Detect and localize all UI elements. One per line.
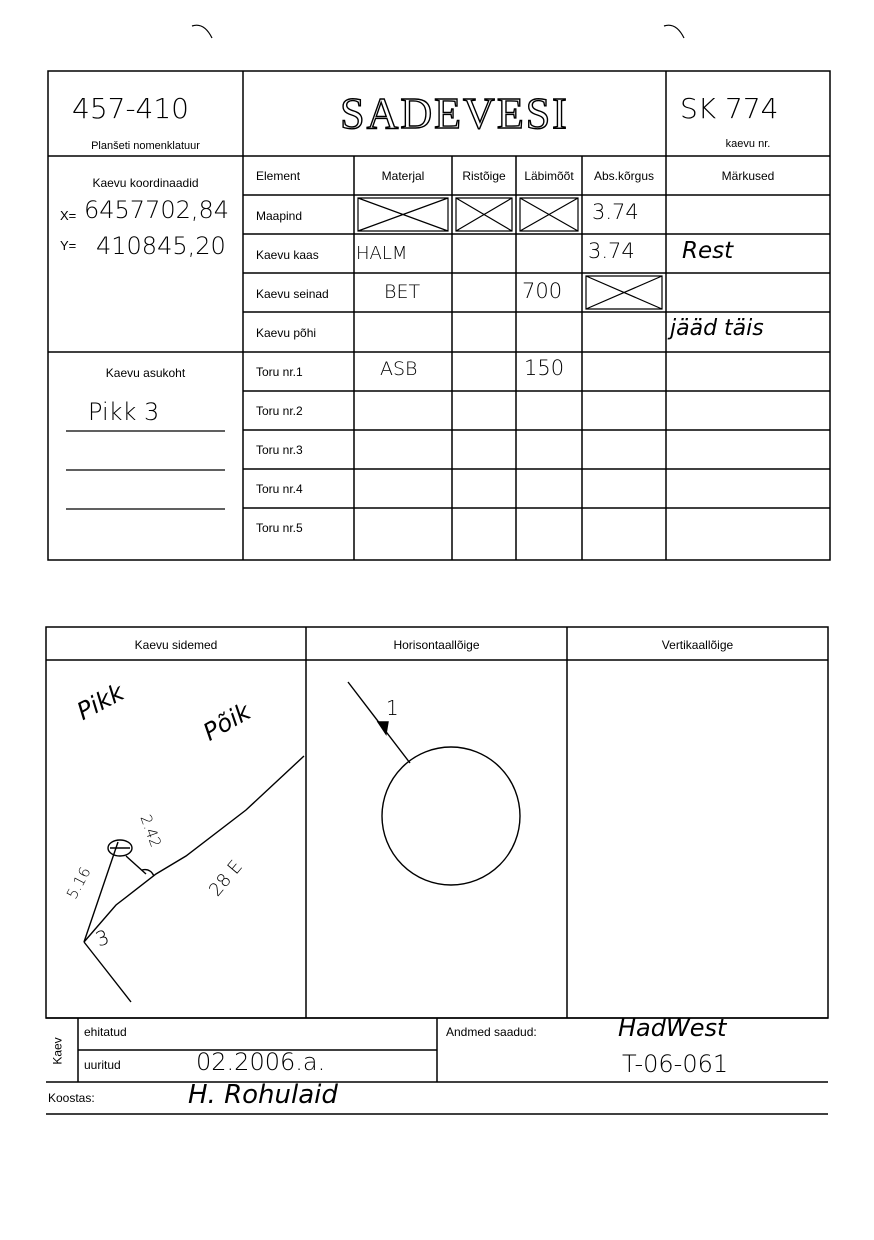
row-element-3: Kaevu seinad (256, 287, 329, 301)
connections-title: Kaevu sidemed (134, 638, 218, 652)
map-sheet-value: 457-410 (72, 92, 189, 125)
col-notes: Märkused (721, 169, 775, 183)
x-prefix: X= (60, 208, 77, 223)
col-abs-height: Abs.kõrgus (593, 169, 655, 183)
y-prefix: Y= (60, 238, 77, 253)
data-by-label: Andmed saadud: (446, 1025, 537, 1039)
row-element-1: Maapind (256, 209, 303, 223)
horizontal-pipe-no: 1 (386, 696, 399, 720)
sketch-label-516: 5.16 (62, 864, 95, 902)
author-label: Koostas: (48, 1091, 95, 1105)
cell-notes-kaas: Rest (682, 238, 734, 264)
location-label: Kaevu asukoht (105, 366, 186, 380)
cell-material-kaas: HALM (356, 243, 408, 264)
col-element: Element (256, 169, 301, 183)
well-no-label: kaevu nr. (725, 138, 771, 150)
page-title: SADEVESI (340, 89, 569, 138)
sketch-label-pikk: Pikk (72, 678, 129, 726)
cell-abs-maapind: 3.74 (592, 200, 639, 224)
location-value: Pikk 3 (88, 398, 160, 426)
cell-diameter-seinad: 700 (522, 279, 563, 303)
coords-label: Kaevu koordinaadid (92, 176, 199, 190)
y-value: 410845,20 (96, 232, 226, 260)
col-diameter: Läbimõõt (524, 169, 574, 183)
cell-material-toru1: ASB (380, 358, 418, 380)
row-element-7: Toru nr.3 (256, 443, 303, 457)
row-element-8: Toru nr.4 (256, 482, 303, 496)
sketch-label-pok: Põik (198, 697, 256, 747)
well-no-value: SK 774 (680, 92, 779, 125)
data-code: T-06-061 (622, 1050, 729, 1078)
surveyed-label: uuritud (84, 1058, 121, 1072)
sketch-label-28e: 28 E (205, 856, 247, 901)
cell-diameter-toru1: 150 (524, 356, 565, 380)
cell-abs-kaas: 3.74 (588, 239, 635, 263)
col-material: Materjal (381, 169, 425, 183)
row-element-9: Toru nr.5 (256, 521, 303, 535)
data-by-value: HadWest (618, 1014, 727, 1042)
horizontal-section-sketch (306, 660, 567, 1018)
cell-notes-pohi: jääd täis (670, 316, 764, 341)
built-label: ehitatud (84, 1025, 127, 1039)
map-sheet-label: Planšeti nomenklatuur (91, 140, 200, 152)
row-element-6: Toru nr.2 (256, 404, 303, 418)
author-value: H. Rohulaid (188, 1080, 338, 1110)
row-element-5: Toru nr.1 (256, 365, 303, 379)
horizontal-title: Horisontaallõige (393, 638, 480, 652)
col-cross: Ristõige (462, 169, 506, 183)
cell-material-seinad: BET (384, 281, 421, 303)
side-label-kaev: Kaev (50, 1037, 65, 1065)
surveyed-value: 02.2006.a. (196, 1048, 326, 1076)
x-value: 6457702,84 (84, 196, 230, 224)
vertical-title: Vertikaallõige (661, 638, 734, 652)
row-element-2: Kaevu kaas (256, 248, 319, 262)
sketch-label-3: 3 (92, 924, 113, 952)
sketch-label-242: 2.42 (136, 812, 165, 850)
row-element-4: Kaevu põhi (256, 326, 317, 340)
footer-grid (0, 1015, 874, 1125)
